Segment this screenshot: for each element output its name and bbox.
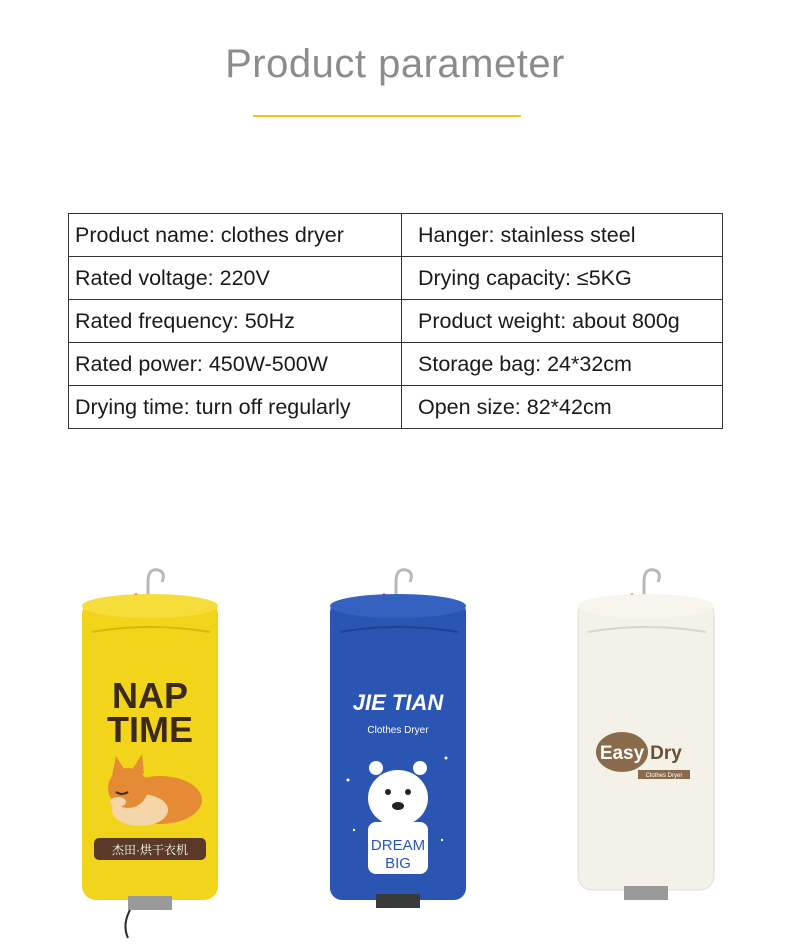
table-row [69, 300, 723, 343]
param-cell: Rated power: 450W-500W [69, 343, 402, 386]
product-gallery [0, 560, 790, 948]
easy-label: Easy [599, 743, 645, 764]
time-label: TIME [107, 709, 193, 750]
param-cell: Hanger: stainless steel [402, 214, 723, 257]
clothes-dryer-label: Clothes Dryer [645, 773, 683, 779]
page-title: Product parameter [225, 42, 565, 86]
param-cell: Product weight: about 800g [402, 300, 723, 343]
param-cell: Product name: clothes dryer [69, 214, 402, 257]
param-cell: Open size: 82*42cm [402, 386, 723, 429]
parameter-table [68, 213, 723, 429]
clothes-dryer-label: Clothes Dryer [367, 725, 429, 736]
brand-badge: 杰田·烘干衣机 [112, 843, 188, 857]
blue-dryer-image [318, 560, 478, 945]
param-cell: Drying time: turn off regularly [69, 386, 402, 429]
dream-label: DREAM [370, 837, 426, 854]
nap-label: NAP [111, 675, 189, 716]
table-row [69, 257, 723, 300]
table-row [69, 343, 723, 386]
white-dryer-image [566, 560, 726, 945]
table-row [69, 214, 723, 257]
big-label: BIG [385, 855, 411, 872]
param-cell: Rated voltage: 220V [69, 257, 402, 300]
table-row [69, 386, 723, 429]
param-cell: Drying capacity: ≤5KG [402, 257, 723, 300]
param-cell: Storage bag: 24*32cm [402, 343, 723, 386]
param-cell: Rated frequency: 50Hz [69, 300, 402, 343]
jie-tian-label: JIE TIAN [352, 690, 444, 715]
yellow-dryer-image [70, 560, 230, 945]
dry-label: Dry [650, 743, 682, 764]
title-underline [253, 115, 521, 117]
